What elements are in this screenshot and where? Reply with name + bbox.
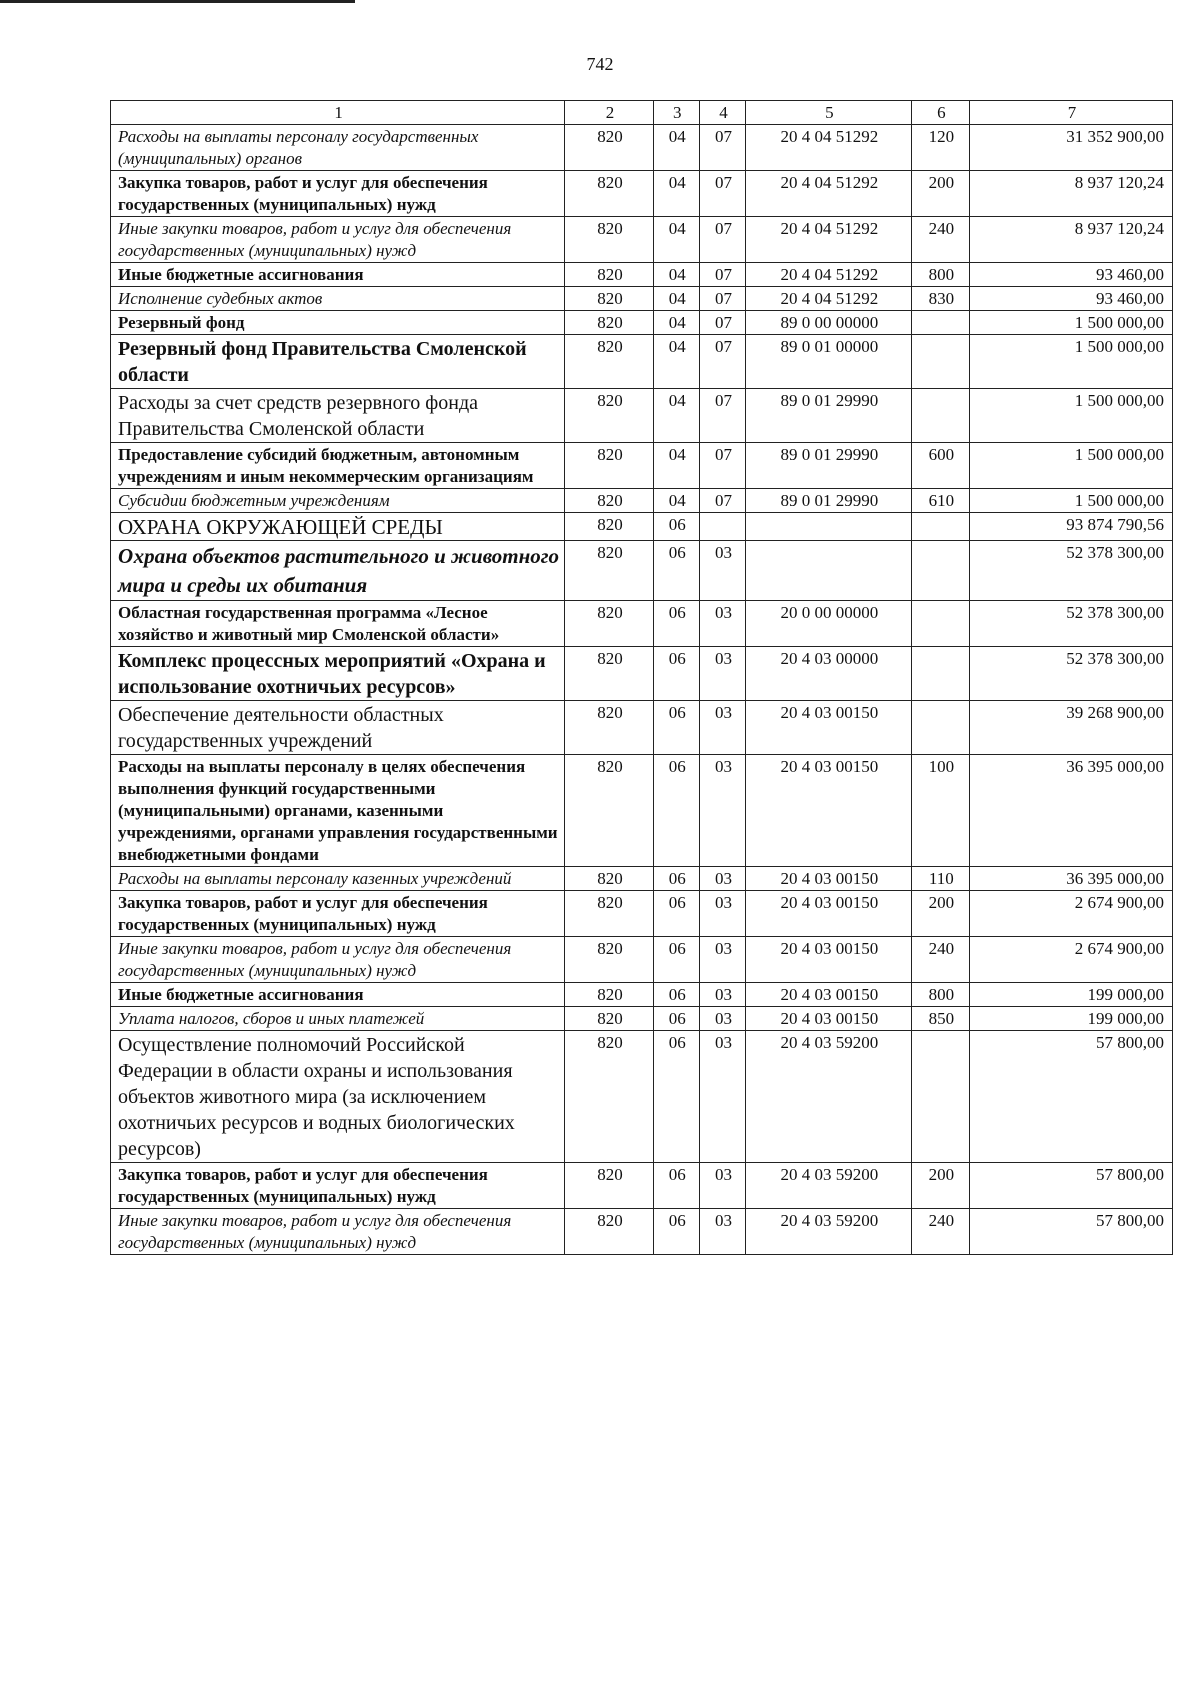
row-admin-code: 820: [565, 983, 653, 1007]
row-expense-type: 200: [911, 891, 969, 937]
row-subsection-code: 03: [699, 601, 745, 647]
row-admin-code: 820: [565, 443, 653, 489]
row-amount: 39 268 900,00: [970, 701, 1173, 755]
row-target-code: 20 4 03 00150: [746, 891, 911, 937]
row-target-code: 20 4 03 00150: [746, 983, 911, 1007]
row-subsection-code: 07: [699, 125, 745, 171]
row-subsection-code: 03: [699, 1163, 745, 1209]
row-section-code: 06: [653, 1007, 699, 1031]
row-subsection-code: 07: [699, 311, 745, 335]
row-amount: 1 500 000,00: [970, 335, 1173, 389]
row-expense-type: [911, 601, 969, 647]
row-admin-code: 820: [565, 311, 653, 335]
row-section-code: 06: [653, 983, 699, 1007]
row-target-code: 20 4 04 51292: [746, 125, 911, 171]
row-admin-code: 820: [565, 937, 653, 983]
row-subsection-code: 03: [699, 1007, 745, 1031]
row-amount: 2 674 900,00: [970, 937, 1173, 983]
row-name: Расходы на выплаты персоналу в целях обеспечения выполнения функций государственными (муниципальными) органами, казенными учреждениями, органами управления государственными внебюджетными фондами: [111, 755, 565, 867]
row-amount: 36 395 000,00: [970, 755, 1173, 867]
row-name: Субсидии бюджетным учреждениям: [111, 489, 565, 513]
row-subsection-code: 03: [699, 647, 745, 701]
row-subsection-code: 07: [699, 287, 745, 311]
row-subsection-code: 07: [699, 489, 745, 513]
row-section-code: 06: [653, 601, 699, 647]
row-admin-code: 820: [565, 601, 653, 647]
row-name: Комплекс процессных мероприятий «Охрана и использование охотничьих ресурсов»: [111, 647, 565, 701]
row-expense-type: [911, 647, 969, 701]
row-expense-type: 100: [911, 755, 969, 867]
row-admin-code: 820: [565, 335, 653, 389]
header-col-1: 1: [111, 101, 565, 125]
row-subsection-code: 03: [699, 867, 745, 891]
row-target-code: 20 4 03 00150: [746, 755, 911, 867]
table-row: [111, 1031, 1173, 1163]
table-row: [111, 489, 1173, 513]
row-admin-code: 820: [565, 263, 653, 287]
row-admin-code: 820: [565, 287, 653, 311]
row-target-code: [746, 513, 911, 541]
row-name: Иные закупки товаров, работ и услуг для обеспечения государственных (муниципальных) нужд: [111, 217, 565, 263]
row-name: Охрана объектов растительного и животного мира и среды их обитания: [111, 541, 565, 601]
row-target-code: 20 4 03 59200: [746, 1031, 911, 1163]
row-section-code: 04: [653, 217, 699, 263]
row-admin-code: 820: [565, 755, 653, 867]
row-target-code: 20 4 03 00000: [746, 647, 911, 701]
row-expense-type: [911, 701, 969, 755]
row-section-code: 06: [653, 1031, 699, 1163]
row-expense-type: [911, 335, 969, 389]
row-name: Иные бюджетные ассигнования: [111, 263, 565, 287]
row-amount: 8 937 120,24: [970, 217, 1173, 263]
header-col-7: 7: [970, 101, 1173, 125]
row-name: Иные закупки товаров, работ и услуг для обеспечения государственных (муниципальных) нужд: [111, 937, 565, 983]
row-subsection-code: 03: [699, 1209, 745, 1255]
row-expense-type: 600: [911, 443, 969, 489]
row-amount: 93 460,00: [970, 287, 1173, 311]
row-section-code: 04: [653, 335, 699, 389]
row-expense-type: 240: [911, 1209, 969, 1255]
row-amount: 1 500 000,00: [970, 489, 1173, 513]
row-admin-code: 820: [565, 489, 653, 513]
header-col-4: 4: [699, 101, 745, 125]
table-row: [111, 1007, 1173, 1031]
row-admin-code: 820: [565, 1209, 653, 1255]
row-admin-code: 820: [565, 541, 653, 601]
row-admin-code: 820: [565, 1163, 653, 1209]
row-amount: 31 352 900,00: [970, 125, 1173, 171]
row-section-code: 06: [653, 647, 699, 701]
row-name: Областная государственная программа «Лесное хозяйство и животный мир Смоленской области»: [111, 601, 565, 647]
row-expense-type: 200: [911, 1163, 969, 1209]
row-subsection-code: 07: [699, 263, 745, 287]
row-expense-type: 850: [911, 1007, 969, 1031]
table-row: [111, 311, 1173, 335]
row-section-code: 06: [653, 1163, 699, 1209]
row-expense-type: 120: [911, 125, 969, 171]
row-subsection-code: 03: [699, 701, 745, 755]
row-target-code: 20 4 04 51292: [746, 171, 911, 217]
table-row: [111, 891, 1173, 937]
row-name: Расходы на выплаты персоналу государственных (муниципальных) органов: [111, 125, 565, 171]
row-section-code: 04: [653, 311, 699, 335]
row-name: Уплата налогов, сборов и иных платежей: [111, 1007, 565, 1031]
row-name: Расходы на выплаты персоналу казенных учреждений: [111, 867, 565, 891]
top-rule: [0, 0, 355, 3]
table-row: [111, 125, 1173, 171]
row-section-code: 04: [653, 489, 699, 513]
row-section-code: 06: [653, 937, 699, 983]
row-expense-type: 110: [911, 867, 969, 891]
row-section-code: 04: [653, 171, 699, 217]
row-section-code: 06: [653, 1209, 699, 1255]
row-expense-type: 610: [911, 489, 969, 513]
row-amount: 52 378 300,00: [970, 541, 1173, 601]
row-subsection-code: 07: [699, 443, 745, 489]
row-section-code: 06: [653, 513, 699, 541]
row-expense-type: [911, 541, 969, 601]
row-name: Иные закупки товаров, работ и услуг для обеспечения государственных (муниципальных) нужд: [111, 1209, 565, 1255]
row-subsection-code: 03: [699, 755, 745, 867]
table-header-row: [111, 101, 1173, 125]
row-admin-code: 820: [565, 1007, 653, 1031]
row-expense-type: 200: [911, 171, 969, 217]
table-row: [111, 755, 1173, 867]
row-amount: 1 500 000,00: [970, 443, 1173, 489]
row-name: Осуществление полномочий Российской Федерации в области охраны и использования объектов животного мира (за исключением охотничьих ресурсов и водных биологических ресурсов): [111, 1031, 565, 1163]
row-name: Исполнение судебных актов: [111, 287, 565, 311]
row-expense-type: 800: [911, 263, 969, 287]
row-target-code: 20 4 04 51292: [746, 263, 911, 287]
row-admin-code: 820: [565, 125, 653, 171]
table-row: [111, 983, 1173, 1007]
row-admin-code: 820: [565, 389, 653, 443]
row-admin-code: 820: [565, 701, 653, 755]
row-subsection-code: 03: [699, 541, 745, 601]
row-subsection-code: 07: [699, 217, 745, 263]
row-subsection-code: 07: [699, 389, 745, 443]
row-target-code: 89 0 01 29990: [746, 389, 911, 443]
row-section-code: 06: [653, 867, 699, 891]
row-target-code: 20 0 00 00000: [746, 601, 911, 647]
row-amount: 2 674 900,00: [970, 891, 1173, 937]
table-row: [111, 217, 1173, 263]
row-section-code: 04: [653, 287, 699, 311]
row-target-code: 89 0 00 00000: [746, 311, 911, 335]
row-amount: 57 800,00: [970, 1209, 1173, 1255]
table-body: [111, 125, 1173, 1255]
row-name: Закупка товаров, работ и услуг для обеспечения государственных (муниципальных) нужд: [111, 171, 565, 217]
row-name: Резервный фонд Правительства Смоленской области: [111, 335, 565, 389]
row-target-code: 20 4 04 51292: [746, 217, 911, 263]
row-admin-code: 820: [565, 1031, 653, 1163]
row-target-code: 20 4 03 00150: [746, 1007, 911, 1031]
row-subsection-code: 03: [699, 937, 745, 983]
table-row: [111, 389, 1173, 443]
row-amount: 8 937 120,24: [970, 171, 1173, 217]
row-amount: 52 378 300,00: [970, 601, 1173, 647]
row-expense-type: 800: [911, 983, 969, 1007]
row-amount: 52 378 300,00: [970, 647, 1173, 701]
row-amount: 1 500 000,00: [970, 311, 1173, 335]
row-target-code: [746, 541, 911, 601]
table-row: [111, 443, 1173, 489]
row-amount: 93 460,00: [970, 263, 1173, 287]
row-expense-type: [911, 311, 969, 335]
table-row: [111, 287, 1173, 311]
row-admin-code: 820: [565, 867, 653, 891]
table-row: [111, 647, 1173, 701]
row-subsection-code: [699, 513, 745, 541]
row-name: Обеспечение деятельности областных государственных учреждений: [111, 701, 565, 755]
row-expense-type: 240: [911, 217, 969, 263]
row-target-code: 20 4 04 51292: [746, 287, 911, 311]
table-row: [111, 335, 1173, 389]
row-name: Расходы за счет средств резервного фонда Правительства Смоленской области: [111, 389, 565, 443]
row-amount: 57 800,00: [970, 1031, 1173, 1163]
row-amount: 93 874 790,56: [970, 513, 1173, 541]
row-subsection-code: 07: [699, 335, 745, 389]
row-target-code: 89 0 01 29990: [746, 443, 911, 489]
row-section-code: 04: [653, 125, 699, 171]
header-col-6: 6: [911, 101, 969, 125]
row-target-code: 20 4 03 00150: [746, 701, 911, 755]
row-target-code: 89 0 01 29990: [746, 489, 911, 513]
row-subsection-code: 03: [699, 1031, 745, 1163]
page-number: 742: [586, 54, 614, 74]
table-row: [111, 701, 1173, 755]
row-target-code: 89 0 01 00000: [746, 335, 911, 389]
row-amount: 36 395 000,00: [970, 867, 1173, 891]
row-admin-code: 820: [565, 217, 653, 263]
row-admin-code: 820: [565, 647, 653, 701]
row-admin-code: 820: [565, 891, 653, 937]
table-row: [111, 1163, 1173, 1209]
row-name: ОХРАНА ОКРУЖАЮЩЕЙ СРЕДЫ: [111, 513, 565, 541]
row-section-code: 06: [653, 755, 699, 867]
row-section-code: 04: [653, 263, 699, 287]
row-subsection-code: 03: [699, 891, 745, 937]
row-target-code: 20 4 03 59200: [746, 1209, 911, 1255]
row-target-code: 20 4 03 00150: [746, 937, 911, 983]
row-section-code: 06: [653, 701, 699, 755]
row-name: Иные бюджетные ассигнования: [111, 983, 565, 1007]
row-name: Резервный фонд: [111, 311, 565, 335]
row-expense-type: [911, 389, 969, 443]
table-row: [111, 171, 1173, 217]
row-amount: 199 000,00: [970, 983, 1173, 1007]
row-target-code: 20 4 03 59200: [746, 1163, 911, 1209]
table-row: [111, 1209, 1173, 1255]
row-name: Предоставление субсидий бюджетным, автономным учреждениям и иным некоммерческим организациям: [111, 443, 565, 489]
row-admin-code: 820: [565, 171, 653, 217]
row-subsection-code: 03: [699, 983, 745, 1007]
table-row: [111, 601, 1173, 647]
table-row: [111, 513, 1173, 541]
table-row: [111, 937, 1173, 983]
budget-table: [110, 100, 1173, 1255]
row-section-code: 06: [653, 891, 699, 937]
row-section-code: 06: [653, 541, 699, 601]
row-subsection-code: 07: [699, 171, 745, 217]
row-expense-type: [911, 513, 969, 541]
row-amount: 57 800,00: [970, 1163, 1173, 1209]
row-target-code: 20 4 03 00150: [746, 867, 911, 891]
row-expense-type: [911, 1031, 969, 1163]
row-name: Закупка товаров, работ и услуг для обеспечения государственных (муниципальных) нужд: [111, 891, 565, 937]
row-expense-type: 830: [911, 287, 969, 311]
row-section-code: 04: [653, 443, 699, 489]
table-row: [111, 263, 1173, 287]
row-expense-type: 240: [911, 937, 969, 983]
header-col-2: 2: [565, 101, 653, 125]
header-col-5: 5: [746, 101, 911, 125]
header-col-3: 3: [653, 101, 699, 125]
row-admin-code: 820: [565, 513, 653, 541]
row-amount: 1 500 000,00: [970, 389, 1173, 443]
table-row: [111, 867, 1173, 891]
table-row: [111, 541, 1173, 601]
row-name: Закупка товаров, работ и услуг для обеспечения государственных (муниципальных) нужд: [111, 1163, 565, 1209]
row-amount: 199 000,00: [970, 1007, 1173, 1031]
row-section-code: 04: [653, 389, 699, 443]
